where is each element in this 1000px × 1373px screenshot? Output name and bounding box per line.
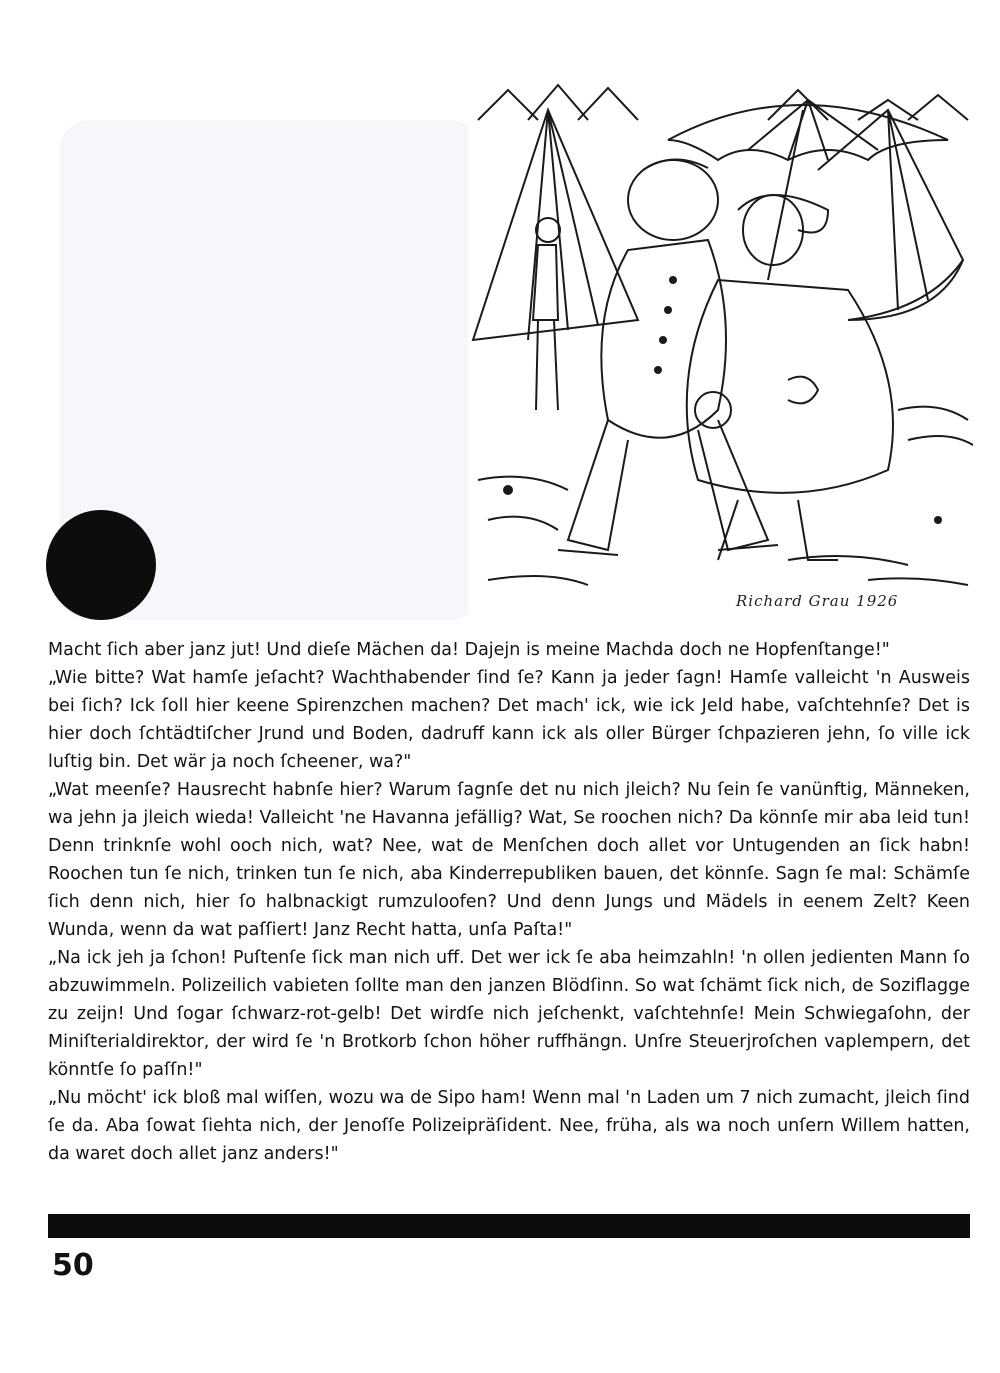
article-body: [48, 636, 970, 1168]
artist-signature: Richard Grau 1926: [736, 592, 899, 610]
paragraph: „Na ick jeh ja ſchon! Puſtenſe ſick man nich uff. Det wer ick ſe aba heimzahln! 'n ollen jedienten Mann ſo abzuwimmeln. Polizeilich vabieten ſollte man den janzen Blödſinn. So wat ſchämt ſick nich, de Soziflagge zu zeijn! Und ſogar ſchwarz-rot-gelb! Det wirdſe nich jeſchenkt, vaſchtehnſe! Mein Schwiegaſohn, der Miniſterialdirektor, der wird ſe 'n Brotkorb ſchon höher ruffhängn. Unſre Steuerjroſchen vaplempern, det könntſe ſo paſſn!": [48, 948, 970, 1080]
page-number: 50: [52, 1248, 94, 1283]
black-circle-bullet: [46, 510, 156, 620]
paragraph: „Nu möcht' ick bloß mal wiſſen, wozu wa de Sipo ham! Wenn mal 'n Laden um 7 nich zumacht, jleich ſind ſe da. Aba ſowat ſiehta nich, der Jenoſſe Polizeipräſident. Nee, früha, als wa noch unſern Willem hatten, da waret doch allet janz anders!": [48, 1088, 970, 1164]
paragraph: „Wie bitte? Wat hamſe jeſacht? Wachthabender ſind ſe? Kann ja jeder ſagn! Hamſe valleicht 'n Ausweis bei ſich? Ick ſoll hier keene Spirenzchen machen? Det mach' ick, wie ick Jeld habe, vaſchtehnſe? Det is hier doch ſchtädtiſcher Jrund und Boden, dadruff kann ick als oller Bürger ſchpazieren jehn, ſo ville ick luſtig bin. Det wär ja noch ſcheener, wa?": [48, 668, 970, 772]
ink-drawing-illustration: [468, 80, 976, 620]
paragraph: Macht ſich aber janz jut! Und dieſe Mächen da! Dajejn is meine Machda doch ne Hopfenſtange!": [48, 640, 890, 660]
paragraph: „Wat meenſe? Hausrecht habnſe hier? Warum ſagnſe det nu nich jleich? Nu ſein ſe vanünftig, Männeken, wa jehn ja jleich wieda! Valleicht 'ne Havanna jefällig? Wat, Se roochen nich? Da könnſe mir aba leid tun! Denn trinknſe wohl ooch nich, wat? Nee, wat de Menſchen doch allet vor Untugenden an ſick habn! Roochen tun ſe nich, trinken tun ſe nich, aba Kinderrepubliken bauen, det könnſe. Sagn ſe mal: Schämſe ſich denn nich, hier ſo halbnackigt rumzuloofen? Und denn Jungs und Mädels in eenem Zelt? Keen Wunda, wenn da wat paſſiert! Janz Recht hatta, unſa Paſta!": [48, 780, 970, 940]
black-rule-divider: [48, 1214, 970, 1238]
illustration-canvas: [468, 80, 976, 620]
